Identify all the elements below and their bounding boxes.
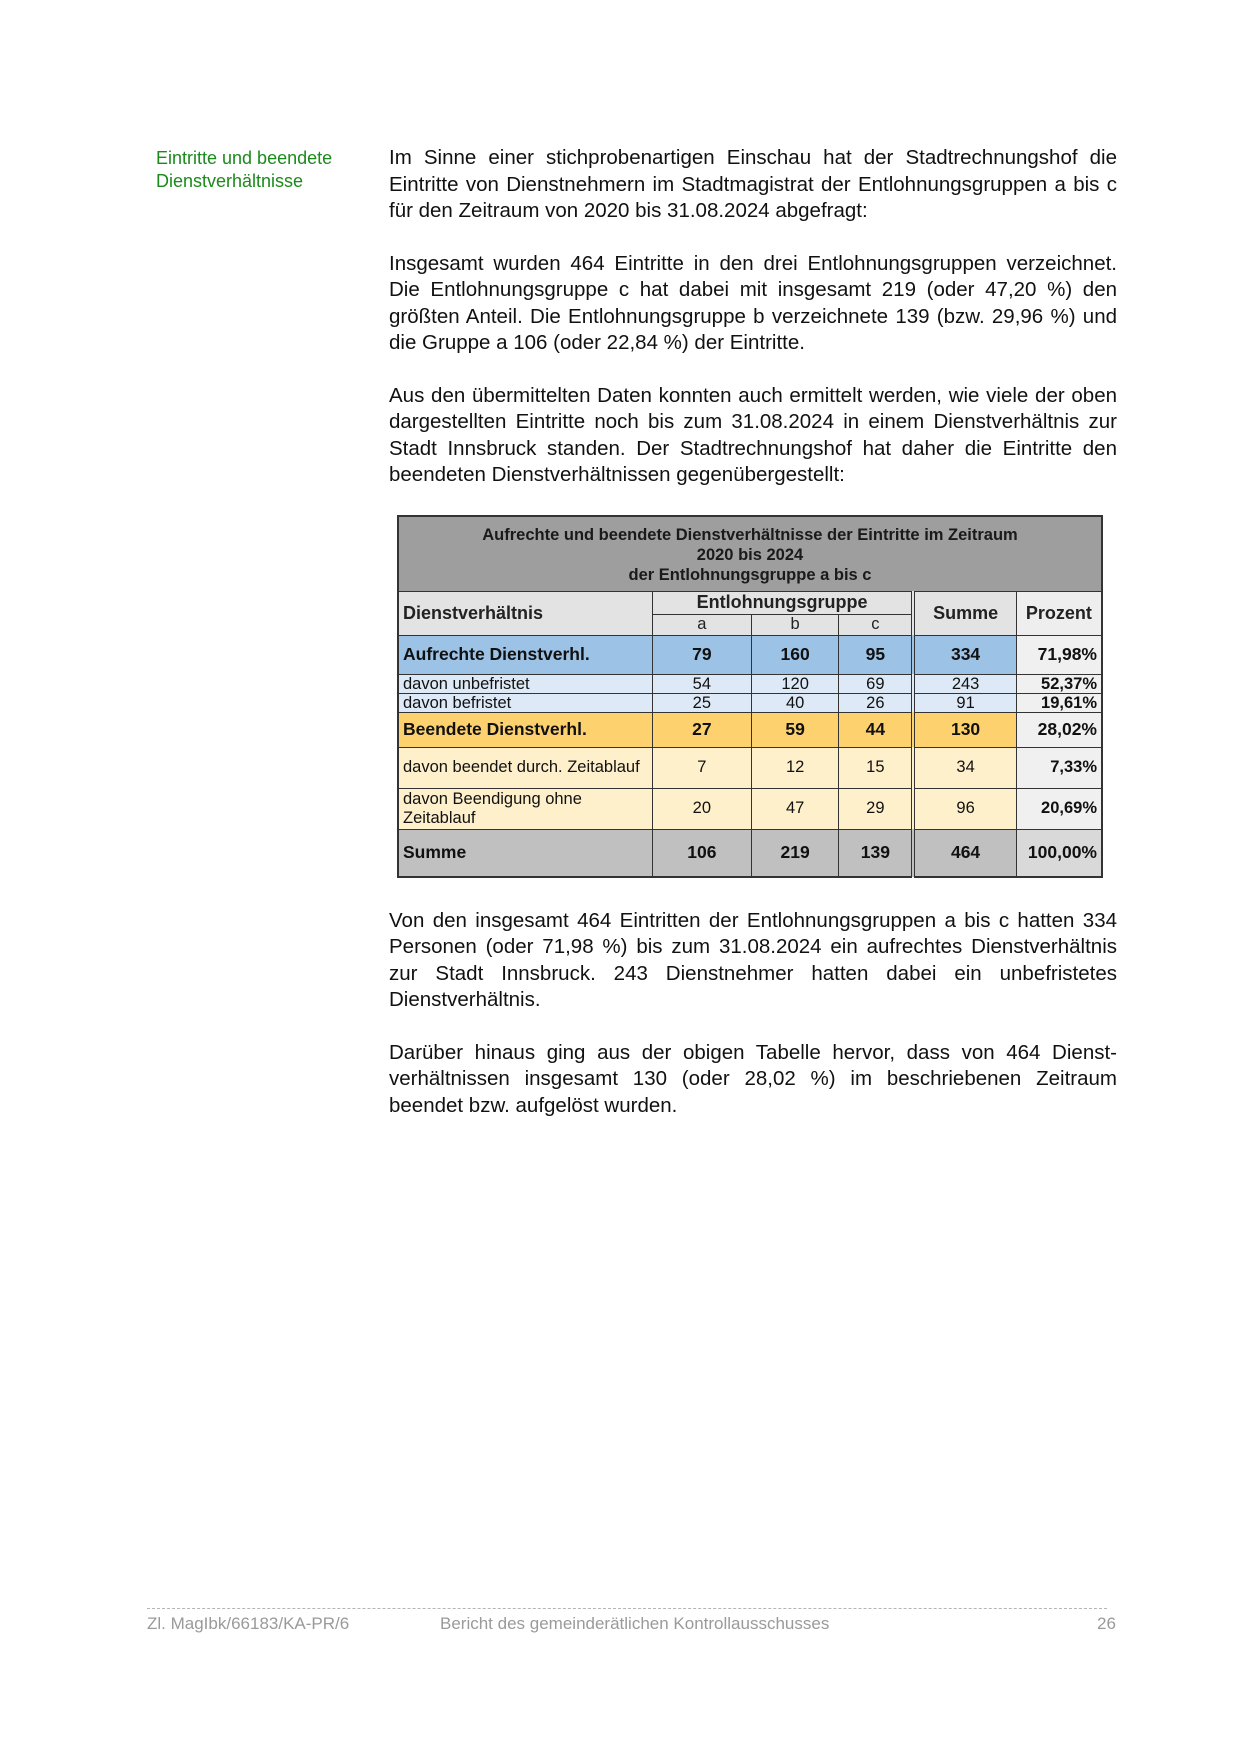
cell-c: 95 — [839, 635, 914, 674]
cell-a: 25 — [652, 693, 751, 712]
cell-a: 27 — [652, 712, 751, 747]
paragraph-5: Darüber hinaus ging aus der obigen Tabelle hervor, dass von 464 Dienstverhältnissen insgesamt 130 (oder 28,02 %) im beschriebenen Zeitraum beendet bzw. aufgelöst wurden. — [389, 1040, 1117, 1117]
table-title-line-3: der Entlohnungsgruppe a bis c — [628, 565, 872, 584]
cell-sum: 334 — [913, 635, 1016, 674]
table-title-line-1: Aufrechte und beendete Dienstverhältnisse der Eintritte im Zeitraum — [482, 525, 1018, 544]
row-label: Summe — [398, 829, 652, 877]
employment-table — [397, 515, 1103, 878]
cell-a: 7 — [652, 747, 751, 788]
cell-pct: 52,37% — [1016, 674, 1102, 693]
table-title — [398, 516, 1102, 592]
cell-sum: 243 — [913, 674, 1016, 693]
footer-divider — [147, 1608, 1107, 1609]
cell-pct: 20,69% — [1016, 788, 1102, 829]
cell-b: 120 — [752, 674, 839, 693]
side-heading: Eintritte und beendete Dienstverhältnisse — [156, 148, 333, 191]
cell-a: 20 — [652, 788, 751, 829]
cell-b: 160 — [752, 635, 839, 674]
cell-sum: 96 — [913, 788, 1016, 829]
cell-pct: 19,61% — [1016, 693, 1102, 712]
header-group-a: a — [652, 614, 751, 635]
row-label: Beendete Dienstverhl. — [398, 712, 652, 747]
footer-title: Bericht des gemeinderätlichen Kontrollausschusses — [440, 1614, 830, 1633]
page-number: 26 — [1097, 1614, 1116, 1633]
main-content — [389, 145, 1117, 1145]
cell-a: 106 — [652, 829, 751, 877]
table-row-zeitablauf — [398, 747, 1102, 788]
paragraph-1: Im Sinne einer stichprobenartigen Einschau hat der Stadtrechnungshof die Eintritte von Dienstnehmern im Stadtmagistrat der Entlohnungsgruppen a bis c für den Zeitraum von 2020 bis 31.08.2024 abgefragt: — [389, 146, 1117, 222]
cell-pct: 100,00% — [1016, 829, 1102, 877]
cell-b: 47 — [752, 788, 839, 829]
cell-b: 12 — [752, 747, 839, 788]
header-entlohnungsgruppe: Entlohnungsgruppe — [652, 591, 913, 614]
row-label: davon Beendigung ohne Zeitablauf — [398, 788, 652, 829]
cell-sum: 130 — [913, 712, 1016, 747]
footer-reference: Zl. MagIbk/66183/KA-PR/6 — [147, 1614, 350, 1633]
paragraph-3: Aus den übermittelten Daten konnten auch ermittelt werden, wie viele der oben dargestellten Eintritte noch bis zum 31.08.2024 in einem Dienstverhältnis zur Stadt Innsbruck standen. Der Stadtrechnungshof hat daher die Eintritte den beendeten Dienstverhältnissen gegenübergestellt: — [389, 383, 1117, 486]
cell-b: 40 — [752, 693, 839, 712]
row-label: davon unbefristet — [398, 674, 652, 693]
cell-c: 139 — [839, 829, 914, 877]
cell-pct: 71,98% — [1016, 635, 1102, 674]
cell-pct: 28,02% — [1016, 712, 1102, 747]
cell-c: 26 — [839, 693, 914, 712]
cell-sum: 464 — [913, 829, 1016, 877]
header-prozent: Prozent — [1016, 591, 1102, 635]
cell-pct: 7,33% — [1016, 747, 1102, 788]
table-row-unbefristet — [398, 674, 1102, 693]
header-dienstverhaeltnis: Dienstverhältnis — [398, 591, 652, 635]
cell-a: 79 — [652, 635, 751, 674]
table-row-beendete — [398, 712, 1102, 747]
cell-sum: 91 — [913, 693, 1016, 712]
paragraph-4: Von den insgesamt 464 Eintritten der Entlohnungsgruppen a bis c hatten 334 Personen (oder 71,98 %) bis zum 31.08.2024 ein aufrechtes Dienstverhältnis zur Stadt Innsbruck. 243 Dienstnehmer hatten dabei ein unbefristetes Dienstverhältnis. — [389, 908, 1117, 1011]
cell-a: 54 — [652, 674, 751, 693]
row-label: davon befristet — [398, 693, 652, 712]
paragraph-2: Insgesamt wurden 464 Eintritte in den drei Entlohnungsgruppen verzeichnet. Die Entlohnungsgruppe c hat dabei mit insgesamt 219 (oder 47,20 %) den größten Anteil. Die Entlohnungsgruppe b verzeichnete 139 (bzw. 29,96 %) und die Gruppe a 106 (oder 22,84 %) der Eintritte. — [389, 251, 1117, 354]
table-row-ohne-zeitablauf — [398, 788, 1102, 829]
row-label: davon beendet durch. Zeitablauf — [398, 747, 652, 788]
header-group-c: c — [839, 614, 914, 635]
cell-c: 29 — [839, 788, 914, 829]
cell-c: 44 — [839, 712, 914, 747]
cell-b: 59 — [752, 712, 839, 747]
cell-c: 69 — [839, 674, 914, 693]
cell-c: 15 — [839, 747, 914, 788]
table-row-summe — [398, 829, 1102, 877]
table-title-line-2: 2020 bis 2024 — [696, 545, 804, 564]
table-row-aufrechte — [398, 635, 1102, 674]
table-row-befristet — [398, 693, 1102, 712]
header-group-b: b — [752, 614, 839, 635]
row-label: Aufrechte Dienstverhl. — [398, 635, 652, 674]
cell-b: 219 — [752, 829, 839, 877]
cell-sum: 34 — [913, 747, 1016, 788]
employment-table-wrapper — [397, 515, 1103, 878]
header-summe: Summe — [913, 591, 1016, 635]
